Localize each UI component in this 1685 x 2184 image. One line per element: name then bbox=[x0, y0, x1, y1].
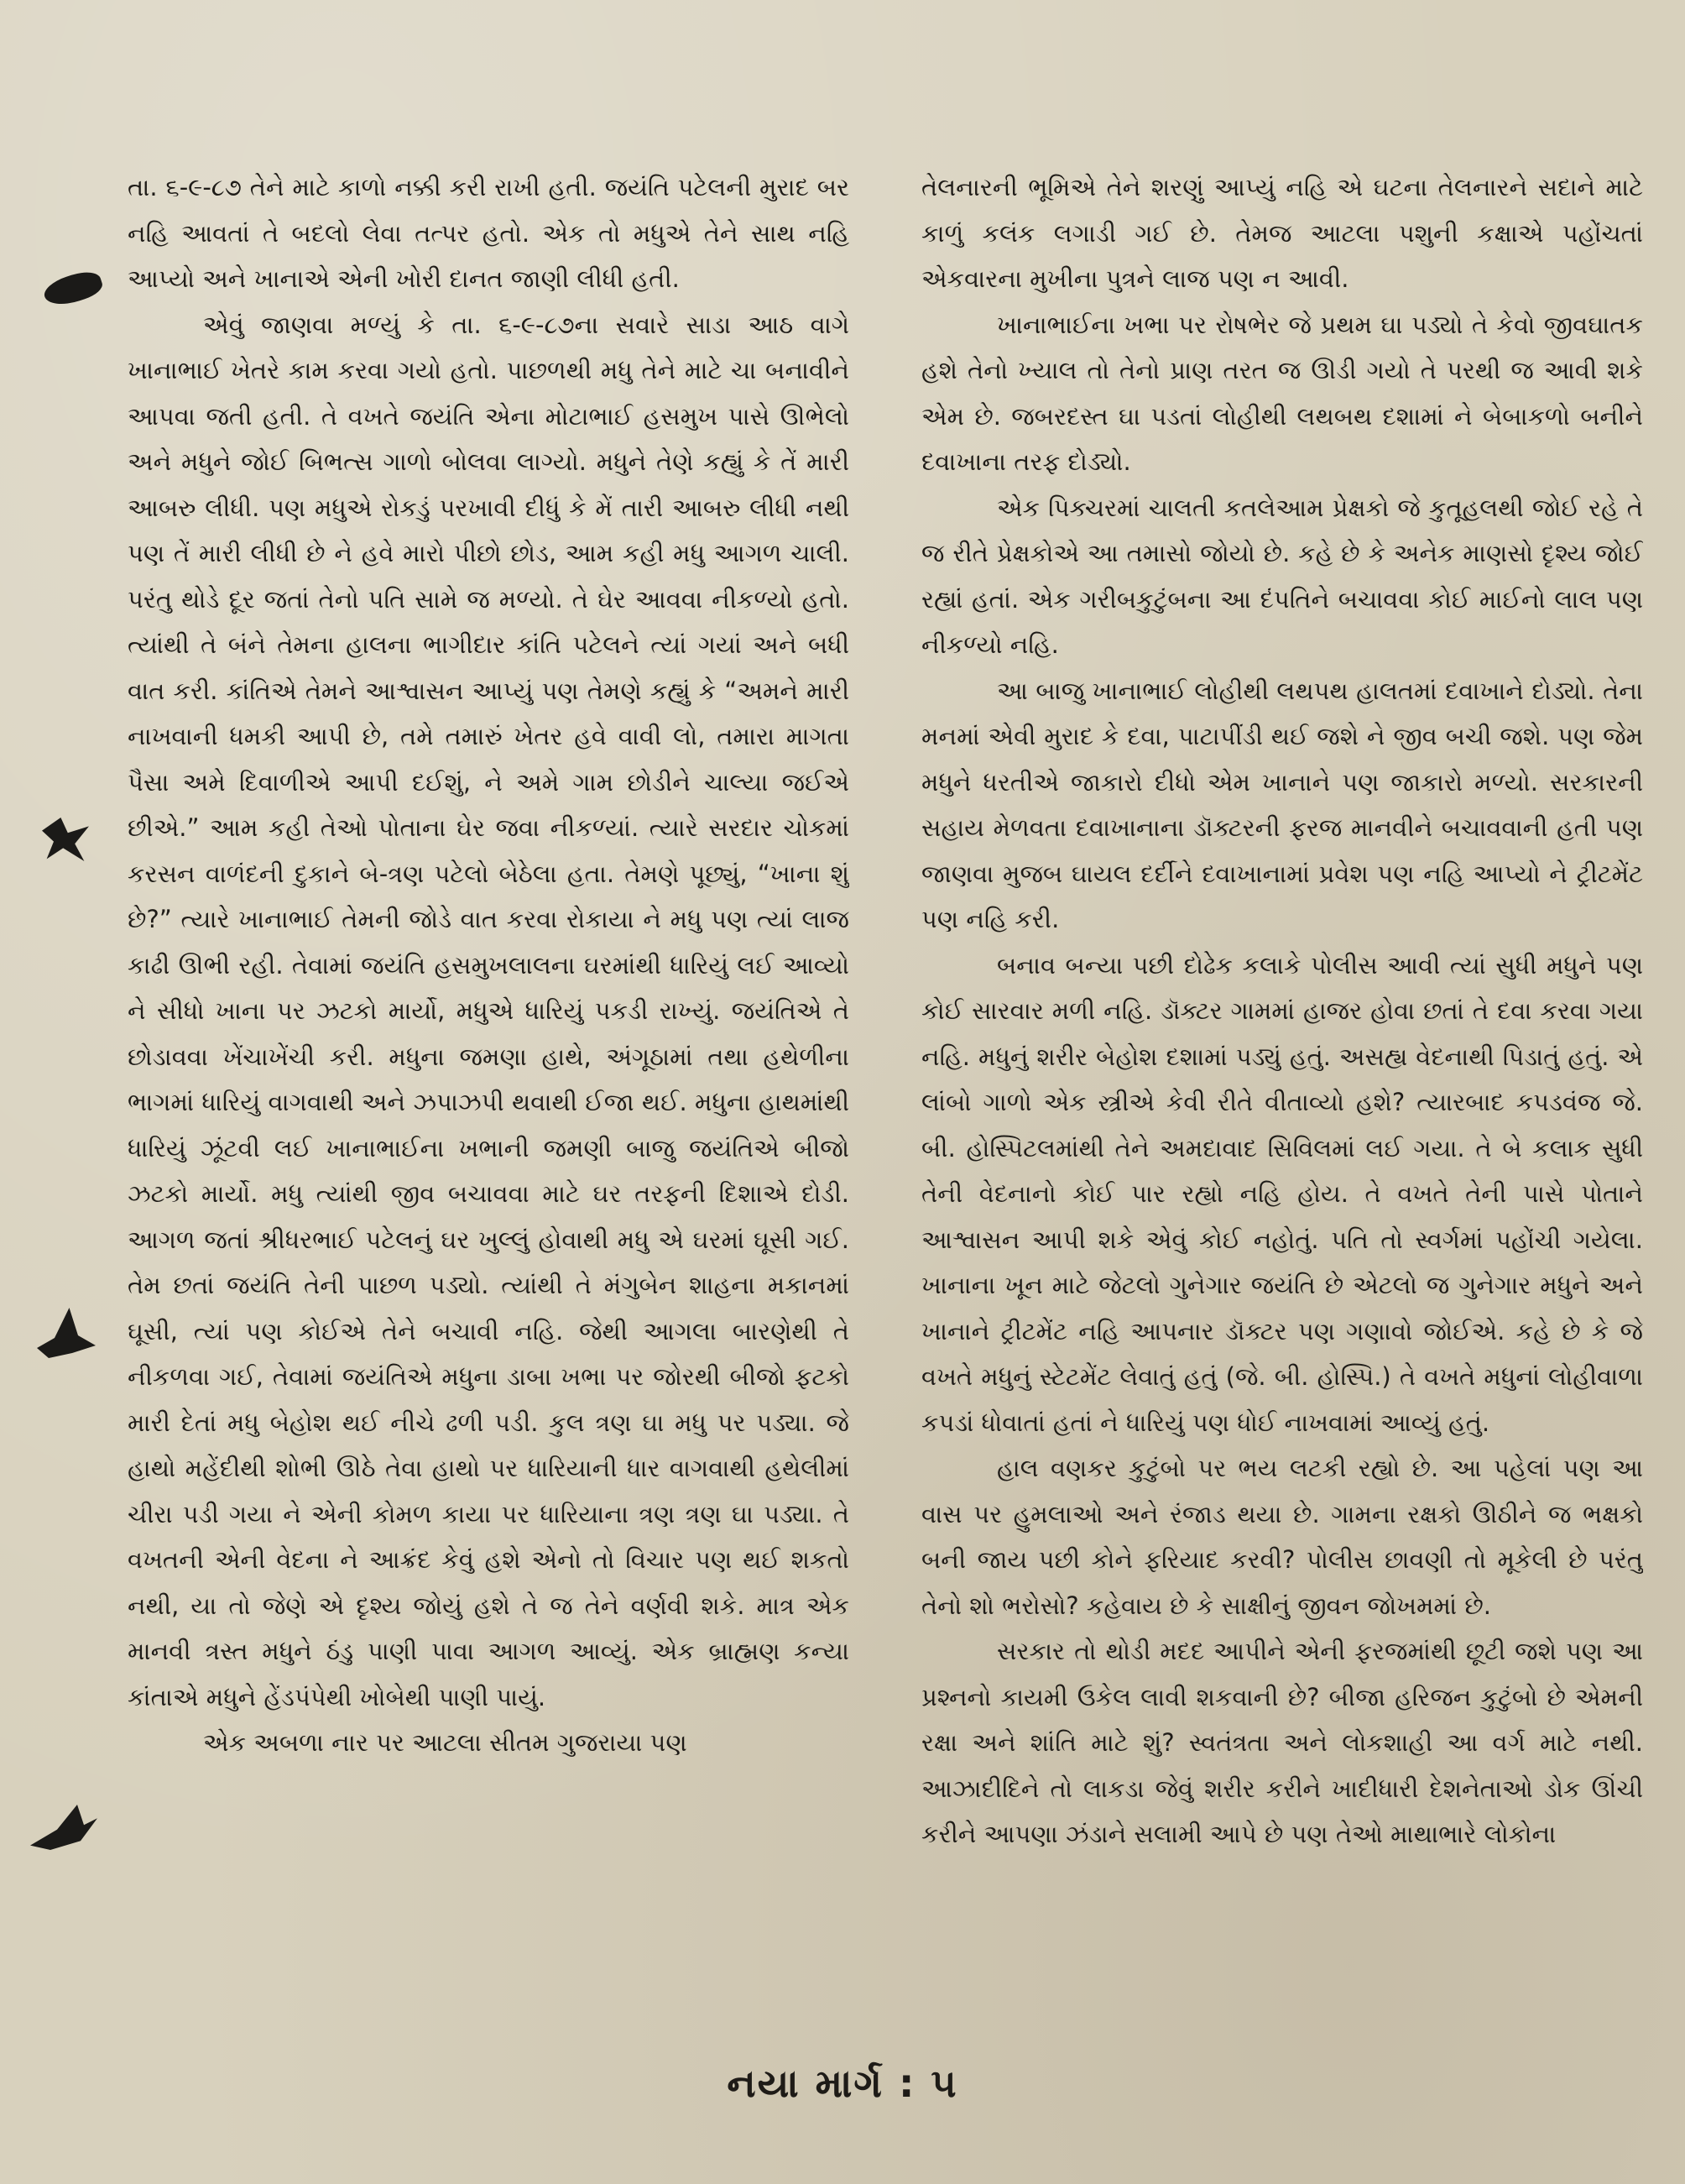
paragraph: બનાવ બન્યા પછી દોઢેક કલાકે પોલીસ આવી ત્યાં સુધી મધુને પણ કોઈ સારવાર મળી નહિ. ડૉક્ટર ગામમાં હાજર હોવા છતાં તે દવા કરવા ગયા નહિ. મધુનું શરીર બેહોશ દશામાં પડ્યું હતું. અસહ્ય વેદનાથી પિડાતું હતું. એ લાંબો ગાળો એક સ્ત્રીએ કેવી રીતે વીતાવ્યો હશે? ત્યારબાદ કપડવંજ જે. બી. હોસ્પિટલમાંથી તેને અમદાવાદ સિવિલમાં લઈ ગયા. તે બે કલાક સુધી તેની વેદનાનો કોઈ પાર રહ્યો નહિ હોય. તે વખતે તેની પાસે પોતાને આશ્વાસન આપી શકે એવું કોઈ નહોતું. પતિ તો સ્વર્ગમાં પહોંચી ગયેલા. ખાનાના ખૂન માટે જેટલો ગુનેગાર જયંતિ છે એટલો જ ગુનેગાર મધુને અને ખાનાને ટ્રીટમેંટ નહિ આપનાર ડૉક્ટર પણ ગણાવો જોઈએ. કહે છે કે જે વખતે મધુનું સ્ટેટમેંટ લેવાતું હતું (જે. બી. હોસ્પિ.) તે વખતે મધુનાં લોહીવાળા કપડાં ધોવાતાં હતાં ને ધારિયું પણ ધોઈ નાખવામાં આવ્યું હતું. bbox=[921, 950, 1643, 1437]
right-text-column bbox=[921, 165, 1643, 2028]
punched-hole bbox=[42, 818, 89, 861]
paragraph: આ બાજુ ખાનાભાઈ લોહીથી લથપથ હાલતમાં દવાખાને દોડ્યો. તેના મનમાં એવી મુરાદ કે દવા, પાટાપીંડી થઈ જશે ને જીવ બચી જશે. પણ જેમ મધુને ધરતીએ જાકારો દીધો એમ ખાનાને પણ જાકારો મળ્યો. સરકારની સહાય મેળવતા દવાખાનાના ડૉક્ટરની ફરજ માનવીને બચાવવાની હતી પણ જાણવા મુજબ ઘાયલ દર્દીને દવાખાનામાં પ્રવેશ પણ નહિ આપ્યો ને ટ્રીટમેંટ પણ નહિ કરી. bbox=[921, 676, 1643, 933]
paragraph: એક અબળા નાર પર આટલા સીતમ ગુજરાયા પણ bbox=[203, 1728, 687, 1757]
paragraph: તેલનારની ભૂમિએ તેને શરણું આપ્યું નહિ એ ઘટના તેલનારને સદાને માટે કાળું કલંક લગાડી ગઈ છે. તેમજ આટલા પશુની કક્ષાએ પહોંચતાં એકવારના મુખીના પુત્રને લાજ પણ ન આવી. bbox=[921, 173, 1643, 293]
left-text-column bbox=[128, 165, 849, 2028]
page-footer: નયા માર્ગ : ૫ bbox=[727, 2061, 958, 2106]
paragraph: એવું જાણવા મળ્યું કે તા. ૬-૯-૮૭ના સવારે સાડા આઠ વાગે ખાનાભાઈ ખેતરે કામ કરવા ગયો હતો. પાછળથી મધુ તેને માટે ચા બનાવીને આપવા જતી હતી. તે વખતે જયંતિ એના મોટાભાઈ હસમુખ પાસે ઊભેલો અને મધુને જોઈ બિભત્સ ગાળો બોલવા લાગ્યો. મધુને તેણે કહ્યું કે તેં મારી આબરુ લીધી. પણ મધુએ રોકડું પરખાવી દીધું કે મેં તારી આબરુ લીધી નથી પણ તેં મારી લીધી છે ને હવે મારો પીછો છોડ, આમ કહી મધુ આગળ ચાલી. પરંતુ થોડે દૂર જતાં તેનો પતિ સામે જ મળ્યો. તે ઘેર આવવા નીકળ્યો હતો. ત્યાંથી તે બંને તેમના હાલના ભાગીદાર કાંતિ પટેલને ત્યાં ગયાં અને બધી વાત કરી. કાંતિએ તેમને આશ્વાસન આપ્યું પણ તેમણે કહ્યું કે “અમને મારી નાખવાની ધમકી આપી છે, તમે તમારું ખેતર હવે વાવી લો, તમારા માગતા પૈસા અમે દિવાળીએ આપી દઈશું, ને અમે ગામ છોડીને ચાલ્યા જઈએ છીએ.” આમ કહી તેઓ પોતાના ઘેર જવા નીકળ્યાં. ત્યારે સરદાર ચોકમાં કરસન વાળંદની દુકાને બે-ત્રણ પટેલો બેઠેલા હતા. તેમણે પૂછ્યું, “ખાના શું છે?” ત્યારે ખાનાભાઈ તેમની જોડે વાત કરવા રોકાયા ને મધુ પણ ત્યાં લાજ કાઢી ઊભી રહી. તેવામાં જયંતિ હસમુખલાલના ઘરમાંથી ધારિયું લઈ આવ્યો ને સીધો ખાના પર ઝટકો માર્યો, મધુએ ધારિયું પકડી રાખ્યું. જયંતિએ તે છોડાવવા ખેંચાખેંચી કરી. મધુના જમણા હાથે, અંગૂઠામાં તથા હથેળીના ભાગમાં ધારિયું વાગવાથી અને ઝપાઝપી થવાથી ઈજા થઈ. મધુના હાથમાંથી ધારિયું ઝૂંટવી લઈ ખાનાભાઈના ખભાની જમણી બાજુ જયંતિએ બીજો ઝટકો માર્યો. મધુ ત્યાંથી જીવ બચાવવા માટે ઘર તરફની દિશાએ દોડી. આગળ જતાં શ્રીધરભાઈ પટેલનું ઘર ખુલ્લું હોવાથી મધુ એ ઘરમાં ઘૂસી ગઈ. તેમ છતાં જયંતિ તેની પાછળ પડ્યો. ત્યાંથી તે મંગુબેન શાહના મકાનમાં ઘૂસી, ત્યાં પણ કોઈએ તેને બચાવી નહિ. જેથી આગલા બારણેથી તે નીકળવા ગઈ, તેવામાં જયંતિએ મધુના ડાબા ખભા પર જોરથી બીજો ફટકો મારી દેતાં મધુ બેહોશ થઈ નીચે ઢળી પડી. કુલ ત્રણ ઘા મધુ પર પડ્યા. જે હાથો મહેંદીથી શોભી ઊઠે તેવા હાથો પર ધારિયાની ધાર વાગવાથી હથેલીમાં ચીરા પડી ગયા ને એની કોમળ કાયા પર ધારિયાના ત્રણ ત્રણ ઘા પડ્યા. તે વખતની એની વેદના ને આક્રંદ કેવું હશે એનો તો વિચાર પણ થઈ શકતો નથી, યા તો જેણે એ દૃશ્ય જોયું હશે તે જ તેને વર્ણવી શકે. માત્ર એક માનવી ત્રસ્ત મધુને ઠંડુ પાણી પાવા આગળ આવ્યું. એક બ્રાહ્મણ કન્યા કાંતાએ મધુને હેંડપંપેથી ખોબેથી પાણી પાયું. bbox=[128, 310, 849, 1711]
punched-hole bbox=[37, 1308, 96, 1358]
paragraph: સરકાર તો થોડી મદદ આપીને એની ફરજમાંથી છૂટી જશે પણ આ પ્રશ્નનો કાયમી ઉકેલ લાવી શકવાની છે? બીજા હરિજન કુટુંબો છે એમની રક્ષા અને શાંતિ માટે શું? સ્વતંત્રતા અને લોકશાહી આ વર્ગ માટે નથી. આઝાદીદિને તો લાકડા જેવું શરીર કરીને ખાદીધારી દેશનેતાઓ ડોક ઊંચી કરીને આપણા ઝંડાને સલામી આપે છે પણ તેઓ માથાભારે લોકોના bbox=[921, 1637, 1643, 1848]
punched-hole bbox=[30, 1805, 97, 1850]
paragraph: હાલ વણકર કુટુંબો પર ભય લટકી રહ્યો છે. આ પહેલાં પણ આ વાસ પર હુમલાઓ અને રંજાડ થયા છે. ગામના રક્ષકો ઊઠીને જ ભક્ષકો બની જાય પછી કોને ફરિયાદ કરવી? પોલીસ છાવણી તો મૂકેલી છે પરંતુ તેનો શો ભરોસો? કહેવાય છે કે સાક્ષીનું જીવન જોખમમાં છે. bbox=[921, 1454, 1643, 1620]
paragraph: તા. ૬-૯-૮૭ તેને માટે કાળો નક્કી કરી રાખી હતી. જયંતિ પટેલની મુરાદ બર નહિ આવતાં તે બદલો લેવા તત્પર હતો. એક તો મધુએ તેને સાથ નહિ આપ્યો અને ખાનાએ એની ખોરી દાનત જાણી લીધી હતી. bbox=[128, 173, 849, 293]
paragraph: ખાનાભાઈના ખભા પર રોષભેર જે પ્રથમ ઘા પડ્યો તે કેવો જીવઘાતક હશે તેનો ખ્યાલ તો તેનો પ્રાણ તરત જ ઊડી ગયો તે પરથી જ આવી શકે એમ છે. જબરદસ્ત ઘા પડતાં લોહીથી લથબથ દશામાં ને બેબાકળો બનીને દવાખાના તરફ દોડ્યો. bbox=[921, 310, 1643, 476]
punched-hole bbox=[41, 267, 105, 311]
paragraph: એક પિક્ચરમાં ચાલતી કતલેઆમ પ્રેક્ષકો જે કુતૂહલથી જોઈ રહે તે જ રીતે પ્રેક્ષકોએ આ તમાસો જોયો છે. કહે છે કે અનેક માણસો દૃશ્ય જોઈ રહ્યાં હતાં. એક ગરીબકુટુંબના આ દંપતિને બચાવવા કોઈ માઈનો લાલ પણ નીકળ્યો નહિ. bbox=[921, 493, 1643, 659]
